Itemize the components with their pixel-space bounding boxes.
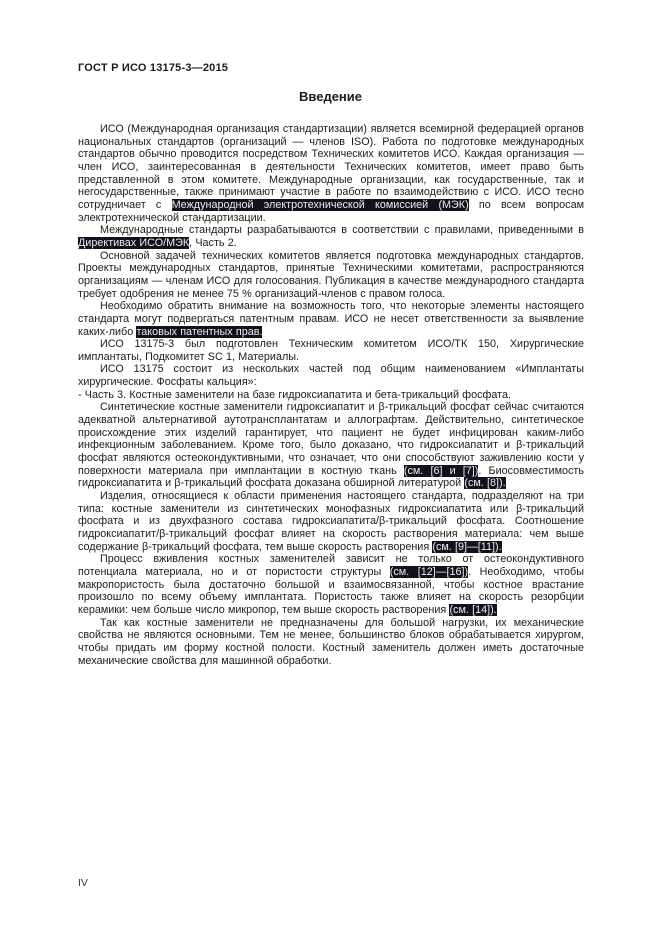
highlighted-text: (см. [12]—[16]) — [389, 565, 469, 578]
page-title: Введение — [299, 89, 362, 104]
highlighted-text: Международной электротехнической комиссией (МЭК) — [171, 198, 469, 211]
text-segment: Необходимо обратить внимание на возможность того, что некоторые элементы настоящего стандарта могут подвергаться патентным правам. ИСО не несет ответственности за выявление каких-либо — [78, 300, 584, 338]
document-body — [78, 123, 584, 667]
highlighted-text: (см. [14]). — [449, 603, 497, 616]
paragraph — [78, 363, 584, 388]
paragraph — [78, 401, 584, 490]
paragraph — [78, 617, 584, 668]
highlighted-text: (см. [9]—[11]). — [432, 540, 502, 553]
document-designation: ГОСТ Р ИСО 13175-3—2015 — [78, 62, 229, 74]
text-segment: Процесс вживления костных заменителей зависит не только от остеокондуктивного потенциала материала, но и от пористости структуры — [78, 553, 584, 578]
text-segment: Международные стандарты разрабатываются в соответствии с правилами, приведенными в — [100, 224, 584, 237]
text-segment: . Биосовместимость гидроксиапатита и β-трикальций фосфата доказана обширной литературой — [78, 464, 584, 490]
text-segment: Так как костные заменители не предназначены для большой нагрузки, их механические свойства не являются основными. Тем не менее, большинство блоков обрабатывается хирургом, чтобы придать им форму костной полости. Костный заменитель должен иметь достаточные механические свойства для машинной обработки. — [78, 616, 584, 667]
text-segment: ИСО 13175 состоит из нескольких частей под общим наименованием «Имплантаты хирургические. Фосфаты кальция»: — [78, 363, 584, 389]
text-segment: ИСО 13175-3 был подготовлен Техническим комитетом ИСО/ТК 150, Хирургические имплантаты, Подкомитет SC 1, Материалы. — [78, 338, 584, 363]
paragraph — [78, 389, 584, 402]
text-segment: Синтетические костные заменители гидроксиапатит и β-трикальций фосфат сейчас считаются адекватной альтернативой аутотрансплантатам и аллографтам. Действительно, синтетическое происхождение этих изделий гарантирует, что пациент не будет инфицирован каким-либо инфекционным заболеванием. Кроме того, было доказано, что гидроксиапатит и β-трикальций фосфат являются остеокондуктивными, что означает, что они способствуют заживлению кости у поверхности материала при имплантации в костную ткань — [78, 401, 584, 477]
text-segment: Изделия, относящиеся к области применения настоящего стандарта, подразделяют на три типа: костные заменители из синтетических монофазных гидроксиапатита или β-трикальций фосфата и из двухфазного состава гидроксиапатита/β-трикальций фосфата. Соотношение гидроксиапатит/β-трикальций фосфат влияет на скорость растворения материала: чем выше содержание β-трикальций фосфата, тем выше скорость растворения — [78, 490, 584, 553]
highlighted-text: Директивах ИСО/МЭК — [78, 236, 190, 249]
text-segment: . Необходимо, чтобы макропористость была достаточно большой и взаимосвязанной, чтобы костное врастание произошло по всему объему имплантата. Пористость также влияет на скорость резорбции керамики: чем больше число микропор, тем выше скорость растворения — [78, 565, 584, 616]
paragraph — [78, 553, 584, 616]
paragraph — [78, 250, 584, 301]
text-segment: - Часть 3. Костные заменители на базе гидроксиапатита и бета-трикальций фосфата. — [78, 388, 511, 401]
text-segment: Основной задачей технических комитетов является подготовка международных стандартов. Проекты международных стандартов, принятые Техническими комитетами, распространяются организациям — членам ИСО для голосования. Публикация в качестве международного стандарта требует одобрения не менее 75 % организаций-членов с правом голоса. — [78, 249, 584, 300]
paragraph — [78, 224, 584, 249]
text-segment: ИСО (Международная организация стандартизации) является всемирной федерацией органов национальных стандартов (организаций — членов ISO). Работа по подготовке международных стандартов обычно проводится посредством Технических комитетов ИСО. Каждая организация — член ИСО, заинтересованная в деятельности Технических комитетов, имеет право быть представленной в этом комитете. Международные организации, как государственные, так и негосударственные, также принимают участие в работе по взаимодействию с ИСО. ИСО тесно сотрудничает с — [78, 123, 584, 211]
paragraph — [78, 338, 584, 363]
paragraph — [78, 490, 584, 553]
highlighted-text: (см. [8]). — [464, 477, 506, 490]
highlighted-text: таковых патентных прав. — [136, 325, 263, 338]
paragraph — [78, 300, 584, 338]
highlighted-text: (см. [6] и [7]) — [403, 464, 479, 477]
text-segment: по всем вопросам электротехнической стандартизации. — [78, 198, 585, 224]
paragraph — [78, 123, 584, 224]
page-number: IV — [78, 877, 88, 889]
text-segment: , Часть 2. — [189, 236, 237, 249]
